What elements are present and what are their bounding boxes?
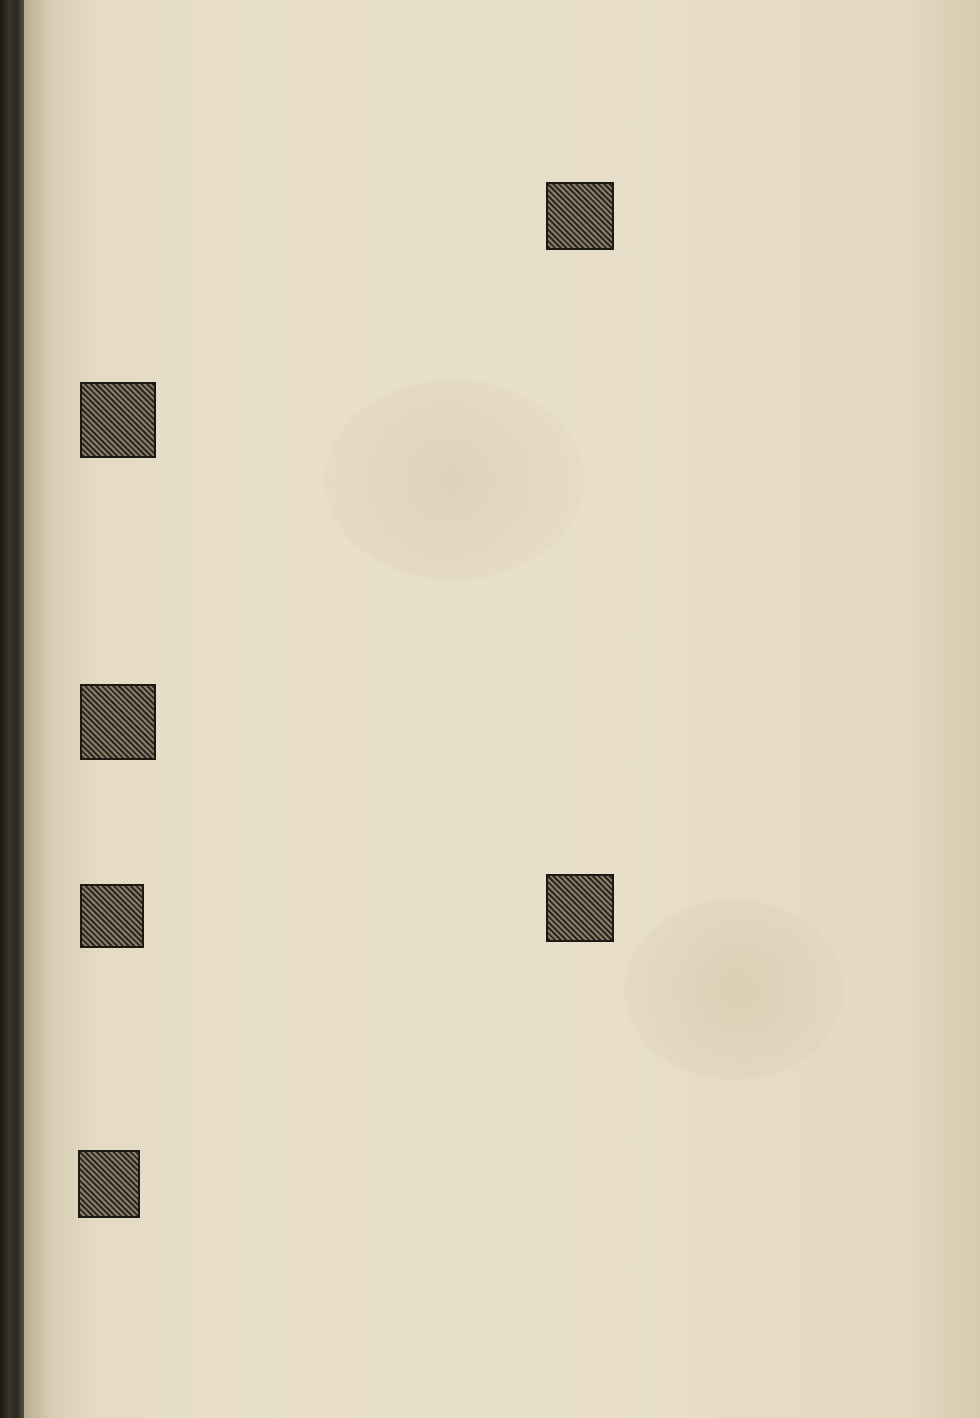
decorated-initial-a-commentary <box>546 874 614 942</box>
book-page <box>24 0 980 1418</box>
decorated-initial-a-bottom <box>78 1150 140 1218</box>
decorated-initial-c-commentary <box>546 182 614 250</box>
decorated-initial-c-main <box>80 382 156 458</box>
book-binding-gutter <box>0 0 24 1418</box>
decorated-initial-a-paulo <box>80 684 156 760</box>
decorated-initial-a-fabio <box>80 884 144 948</box>
